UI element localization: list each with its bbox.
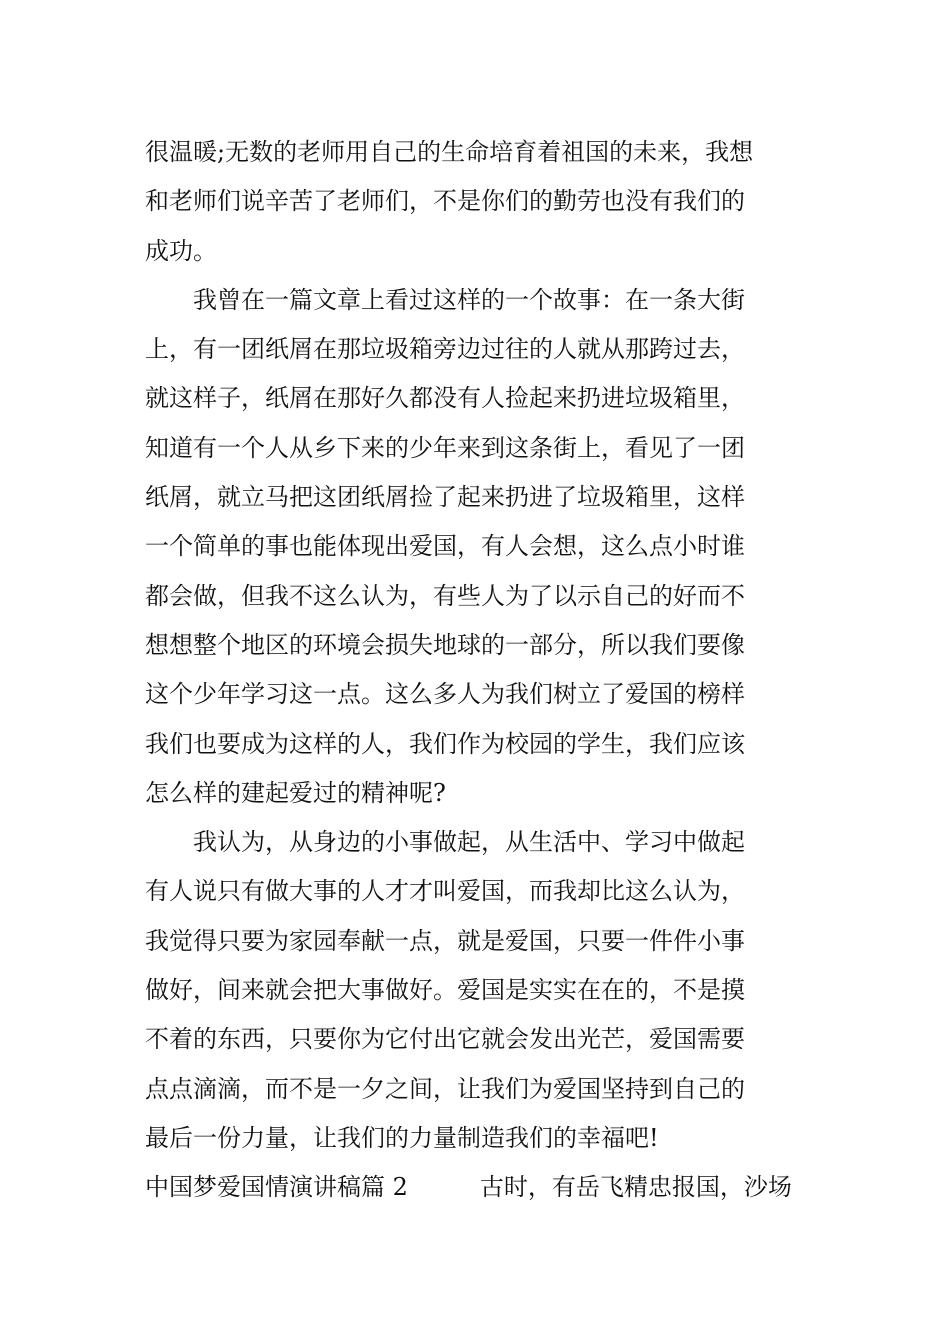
- text-line: 我认为，从身边的小事做起，从生活中、学习中做起: [145, 828, 745, 857]
- text-line: 知道有一个人从乡下来的少年来到这条街上，看见了一团: [145, 433, 745, 462]
- text-line: 我觉得只要为家园奉献一点，就是爱国，只要一件件小事: [145, 926, 745, 955]
- text-line: 上，有一团纸屑在那垃圾箱旁边过往的人就从那跨过去，: [145, 335, 745, 364]
- text-line: 就这样子，纸屑在那好久都没有人捡起来扔进垃圾箱里，: [145, 384, 745, 413]
- text-line: 我们也要成为这样的人，我们作为校园的学生，我们应该: [145, 729, 745, 758]
- text-line: 都会做，但我不这么认为，有些人为了以示自己的好而不: [145, 581, 745, 610]
- text-line: 最后一份力量，让我们的力量制造我们的幸福吧!: [145, 1123, 659, 1152]
- section-heading-line: 中国梦爱国情演讲稿篇 2 古时，有岳飞精忠报国，沙场: [145, 1173, 792, 1202]
- text-line: 不着的东西，只要你为它付出它就会发出光芒，爱国需要: [145, 1025, 745, 1054]
- text-line: 点点滴滴，而不是一夕之间，让我们为爱国坚持到自己的: [145, 1074, 745, 1103]
- text-line: 有人说只有做大事的人才才叫爱国，而我却比这么认为，: [145, 877, 745, 906]
- text-line: 做好，间来就会把大事做好。爱国是实实在在的，不是摸: [145, 976, 745, 1005]
- text-line: 一个简单的事也能体现出爱国，有人会想，这么点小时谁: [145, 532, 745, 561]
- text-line: 很温暖;无数的老师用自己的生命培育着祖国的未来，我想: [145, 138, 754, 166]
- body-text: [145, 128, 810, 1213]
- text-line: 纸屑，就立马把这团纸屑捡了起来扔进了垃圾箱里，这样: [145, 483, 745, 512]
- text-line: 成功。: [145, 236, 217, 265]
- text-line: 我曾在一篇文章上看过这样的一个故事：在一条大街: [145, 285, 745, 314]
- text-line: 想想整个地区的环境会损失地球的一部分，所以我们要像: [145, 630, 745, 659]
- text-line: 和老师们说辛苦了老师们，不是你们的勤劳也没有我们的: [145, 187, 745, 216]
- text-line: 这个少年学习这一点。这么多人为我们树立了爱国的榜样: [145, 680, 745, 709]
- text-line: 怎么样的建起爱过的精神呢?: [145, 778, 446, 807]
